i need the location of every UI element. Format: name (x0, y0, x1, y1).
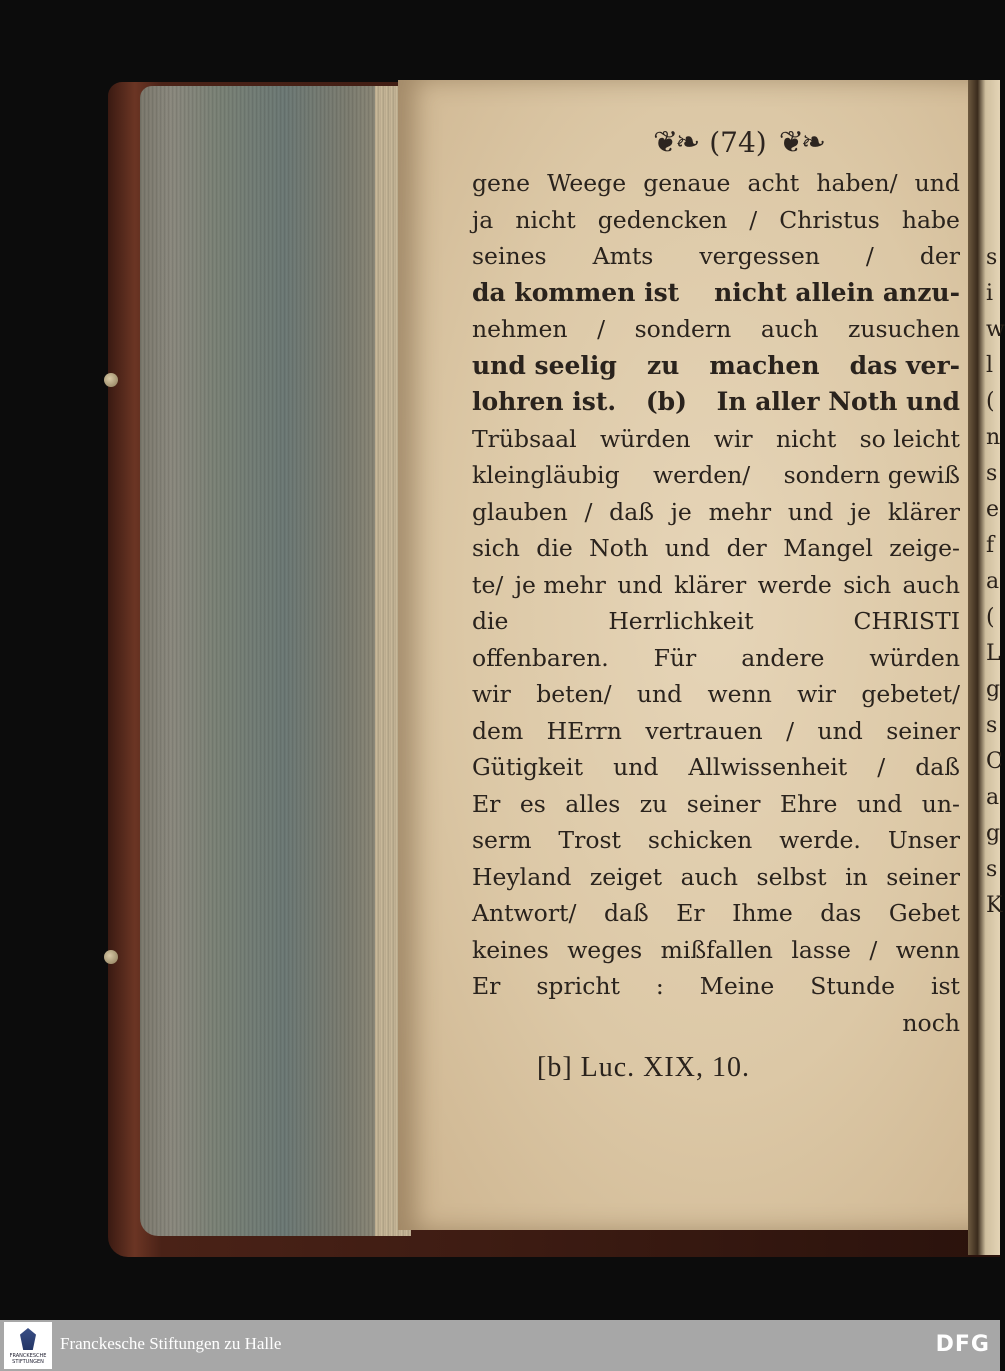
text-word: zusuchen (847, 315, 960, 343)
text-word: noch (902, 1008, 960, 1037)
text-line (472, 859, 960, 896)
text-word: sondern gewiß (783, 461, 960, 489)
margin-letter: C (986, 749, 1003, 774)
text-word: habe (901, 205, 960, 234)
clasp-pin-top (104, 373, 118, 387)
text-word: zu (646, 350, 680, 380)
text-word: spricht (536, 972, 620, 1000)
text-word: nicht allein anzu- (714, 277, 960, 307)
text-line (472, 676, 960, 713)
text-word: CHRISTI (853, 607, 960, 635)
text-word: un- (921, 789, 960, 818)
page-block-edge (140, 86, 402, 1236)
text-word: wir (797, 680, 837, 708)
text-word: vergessen (699, 242, 820, 270)
text-word: Amts (592, 242, 654, 270)
text-word: würden (599, 424, 691, 453)
margin-letter: a (986, 785, 1000, 810)
text-word: Trost (558, 826, 621, 854)
text-line (472, 603, 960, 640)
text-line (472, 348, 960, 385)
text-word: lasse (791, 935, 851, 964)
text-word: werde (757, 570, 832, 599)
text-word: wir (472, 680, 511, 708)
text-line (472, 640, 960, 677)
text-line (472, 311, 960, 348)
text-word: zu (639, 789, 668, 818)
text-word: würden (869, 643, 960, 672)
text-word: Unser (887, 826, 960, 854)
funder-logo[interactable]: DFG (935, 1332, 990, 1357)
text-word: / (865, 242, 874, 270)
text-word: so leicht (859, 424, 960, 453)
text-word: ist (930, 972, 960, 1000)
text-word: nicht (515, 205, 576, 234)
text-word: Mangel (783, 534, 873, 562)
page-header (628, 120, 848, 164)
text-word: zeiget (589, 862, 663, 891)
margin-letter: L (986, 641, 1001, 666)
text-word: alles (565, 789, 621, 818)
margin-letter: n (986, 425, 1001, 450)
text-word: nicht (775, 424, 837, 453)
text-word: / (597, 315, 606, 343)
text-word: und (787, 497, 834, 526)
text-line (472, 786, 960, 823)
text-word: mißfallen (660, 935, 773, 964)
text-word: Noth (589, 534, 649, 562)
text-word: Trübsaal (472, 424, 577, 453)
text-word: je (849, 497, 872, 526)
text-word: / (749, 205, 758, 234)
ornament-left-icon: ❦❧ (652, 124, 698, 160)
text-line (472, 932, 960, 969)
text-word: sich (472, 534, 520, 562)
text-word: und (817, 716, 863, 745)
text-word: werde. (779, 826, 861, 854)
ornament-right-icon: ❦❧ (778, 124, 824, 160)
text-word: / (786, 716, 795, 745)
text-word: und seelig (472, 350, 617, 380)
text-word: die (536, 534, 573, 562)
text-word: ja (472, 205, 494, 234)
text-word: in (845, 862, 868, 891)
text-word: auch (902, 570, 960, 599)
margin-letter: i (986, 281, 994, 306)
text-line (472, 822, 960, 859)
text-line (472, 530, 960, 567)
text-word: HErrn (546, 716, 622, 745)
text-word: zeige- (889, 534, 960, 562)
text-word: und (856, 789, 903, 818)
margin-letter: g (986, 821, 1001, 846)
text-word: gedencken (597, 205, 728, 234)
text-line (472, 275, 960, 312)
margin-letter: a (986, 569, 1000, 594)
text-line (472, 238, 960, 275)
clasp-pin-bottom (104, 950, 118, 964)
text-word: auch (680, 862, 739, 891)
text-word: gebetet/ (861, 680, 960, 708)
text-word: je (670, 497, 692, 526)
text-word: te/ (472, 570, 504, 599)
text-line (472, 567, 960, 604)
text-word: / (869, 935, 878, 964)
text-word: sondern (634, 315, 732, 343)
margin-letter: ( (986, 605, 995, 630)
text-word: Herrlichkeit (608, 607, 754, 635)
margin-letter: s (986, 245, 998, 270)
text-word: das ver- (849, 350, 960, 380)
text-word: seiner (886, 862, 960, 891)
text-word: schicken (647, 826, 753, 854)
text-word: der (726, 534, 767, 562)
page-body-text (472, 165, 960, 1041)
text-word: Ihme (732, 899, 793, 927)
text-word: Er (676, 899, 705, 927)
text-word: seines (472, 242, 547, 270)
margin-letter: f (986, 533, 995, 558)
text-word: : (655, 972, 664, 1000)
logo-emblem-icon (20, 1328, 36, 1350)
text-word: das (820, 899, 862, 927)
text-word: Allwissenheit (688, 753, 848, 781)
text-word: nehmen (472, 315, 568, 343)
text-word: acht (747, 169, 800, 197)
text-line (472, 384, 960, 421)
text-word: seiner (686, 789, 761, 818)
text-word: selbst (756, 862, 827, 891)
text-line (472, 494, 960, 531)
text-word: daß (609, 497, 654, 526)
text-word: machen (709, 350, 820, 380)
text-word: die (472, 607, 509, 635)
text-line (472, 749, 960, 786)
text-line (472, 713, 960, 750)
text-word: klärer (887, 497, 960, 526)
institution-logo[interactable] (4, 1322, 52, 1369)
text-line (472, 1005, 960, 1042)
text-word: Heyland (472, 862, 572, 891)
text-word: kleingläubig (472, 461, 620, 489)
text-word: In aller Noth und (716, 387, 960, 416)
text-word: und (636, 680, 683, 708)
text-word: und (613, 753, 659, 781)
text-word: werden/ (652, 461, 751, 489)
text-word: dem (472, 716, 524, 745)
text-word: wir (713, 424, 753, 453)
footer-bar (0, 1320, 1000, 1371)
text-word: es (519, 789, 546, 818)
text-word: Ehre (780, 789, 838, 818)
text-word: wenn (707, 680, 772, 708)
text-word: seiner (886, 716, 960, 745)
text-word: / (877, 753, 886, 781)
text-word: der (919, 242, 960, 270)
margin-letter: w (986, 317, 1005, 342)
text-word: Meine (699, 972, 775, 1000)
page-number: (74) (709, 125, 767, 159)
text-word: je mehr (514, 570, 606, 599)
text-word: daß (915, 753, 960, 781)
text-line (472, 457, 960, 494)
text-word: Er (472, 972, 501, 1000)
text-word: genaue (643, 169, 731, 197)
text-word: Weege (547, 169, 627, 197)
text-word: Gütigkeit (472, 753, 584, 781)
text-line (472, 895, 960, 932)
text-word: (b) (645, 387, 687, 416)
text-word: mehr (708, 497, 772, 526)
margin-letter: s (986, 857, 998, 882)
text-word: sich (843, 570, 892, 599)
text-word: beten/ (536, 680, 612, 708)
text-word: keines (472, 935, 549, 964)
text-word: gene (472, 169, 530, 197)
text-word: haben/ (816, 169, 898, 197)
text-word: und (914, 169, 960, 197)
text-line (472, 421, 960, 458)
text-line (472, 165, 960, 202)
text-word: Für (653, 643, 697, 672)
text-word: daß (603, 899, 649, 927)
next-page-margin-letters (986, 240, 1005, 924)
margin-letter: ( (986, 389, 995, 414)
text-word: Er (472, 789, 501, 818)
margin-letter: l (986, 353, 994, 378)
logo-text: FRANCKESCHE STIFTUNGEN (9, 1353, 47, 1365)
text-word: Christus (779, 205, 880, 234)
text-word: Antwort/ (472, 899, 577, 927)
text-word: Gebet (888, 899, 960, 927)
text-word: serm (472, 826, 532, 854)
text-line (472, 202, 960, 239)
text-word: wenn (895, 935, 960, 964)
text-word: lohren ist. (472, 387, 617, 416)
text-word: glauben (472, 497, 568, 526)
institution-name[interactable]: Franckesche Stiftungen zu Halle (60, 1334, 282, 1353)
text-word: vertrauen (645, 716, 763, 745)
margin-letter: s (986, 461, 998, 486)
text-line (472, 968, 960, 1005)
text-word: da kommen ist (472, 277, 680, 307)
text-word: und (664, 534, 711, 562)
text-word: Stunde (810, 972, 896, 1000)
text-word: offenbaren. (472, 643, 609, 672)
text-word: und (617, 570, 663, 599)
text-word: andere (741, 643, 825, 672)
margin-letter: e (986, 497, 1000, 522)
margin-letter: s (986, 713, 998, 738)
text-word: auch (760, 315, 819, 343)
margin-letter: g (986, 677, 1001, 702)
text-word: / (584, 497, 593, 526)
footnote: [b] Luc. XIX, 10. (537, 1052, 750, 1083)
margin-letter: K (986, 893, 1003, 918)
text-word: klärer (674, 570, 747, 599)
text-word: weges (567, 935, 643, 964)
